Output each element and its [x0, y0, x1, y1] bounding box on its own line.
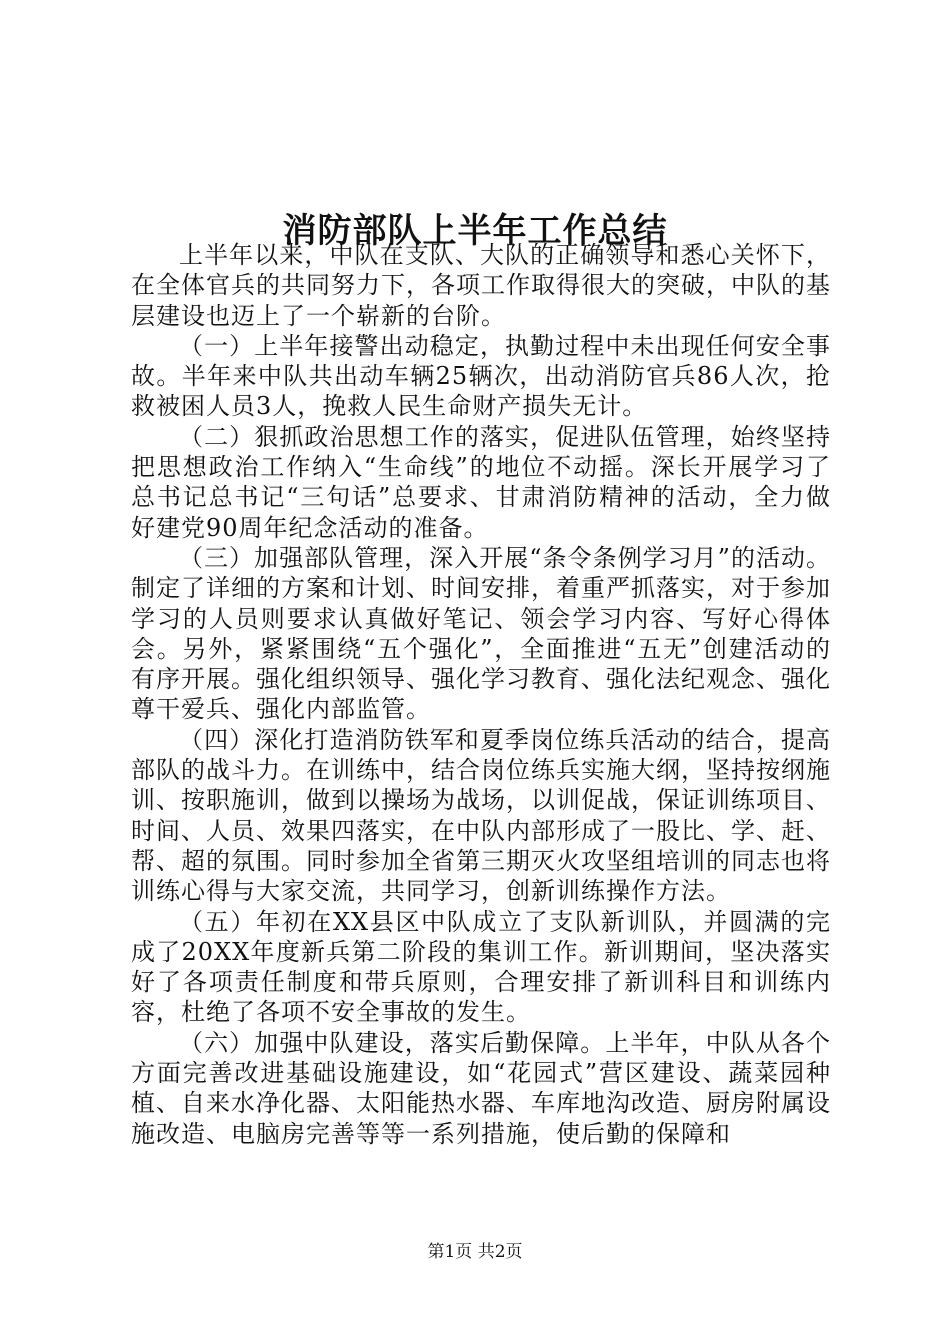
paragraph-4: （四）深化打造消防铁军和夏季岗位练兵活动的结合，提高部队的战斗力。在训练中，结合岗位练兵实施大纲，坚持按纲施训、按职施训，做到以操场为战场，以训促战，保证训练项目、时间、人员、效果四落实，在中队内部形成了一股比、学、赶、帮、超的氛围。同时参加全省第三期灭火攻坚组培训的同志也将训练心得与大家交流，共同学习，创新训练操作方法。 [131, 725, 831, 906]
page-number-footer: 第1页 共2页 [427, 1242, 523, 1262]
document-title: 消防部队上半年工作总结 [282, 210, 668, 251]
document-body [131, 240, 831, 1149]
paragraph-1: （一）上半年接警出动稳定，执勤过程中未出现任何安全事故。半年来中队共出动车辆25辆次，出动消防官兵86人次，抢救被困人员3人，挽救人民生命财产损失无计。 [131, 331, 831, 421]
paragraph-2: （二）狠抓政治思想工作的落实，促进队伍管理，始终坚持把思想政治工作纳入“生命线”的地位不动摇。深长开展学习了总书记总书记“三句话”总要求、甘肃消防精神的活动，全力做好建党90周年纪念活动的准备。 [131, 422, 831, 542]
paragraph-6: （六）加强中队建设，落实后勤保障。上半年，中队从各个方面完善改进基础设施建设，如“花园式”营区建设、蔬菜园种植、自来水净化器、太阳能热水器、车库地沟改造、厨房附属设施改造、电脑房完善等等一系列措施，使后勤的保障和 [131, 1028, 831, 1148]
paragraph-intro: 上半年以来，中队在支队、大队的正确领导和悉心关怀下，在全体官兵的共同努力下，各项工作取得很大的突破，中队的基层建设也迈上了一个崭新的台阶。 [131, 241, 831, 330]
paragraph-5: （五）年初在XX县区中队成立了支队新训队，并圆满的完成了20XX年度新兵第二阶段的集训工作。新训期间，坚决落实好了各项责任制度和带兵原则，合理安排了新训科目和训练内容，杜绝了各项不安全事故的发生。 [131, 907, 831, 1027]
paragraph-3: （三）加强部队管理，深入开展“条令条例学习月”的活动。制定了详细的方案和计划、时间安排，着重严抓落实，对于参加学习的人员则要求认真做好笔记、领会学习内容、写好心得体会。另外，紧紧围绕“五个强化”，全面推进“五无”创建活动的有序开展。强化组织领导、强化学习教育、强化法纪观念、强化尊干爱兵、强化内部监管。 [131, 543, 831, 724]
